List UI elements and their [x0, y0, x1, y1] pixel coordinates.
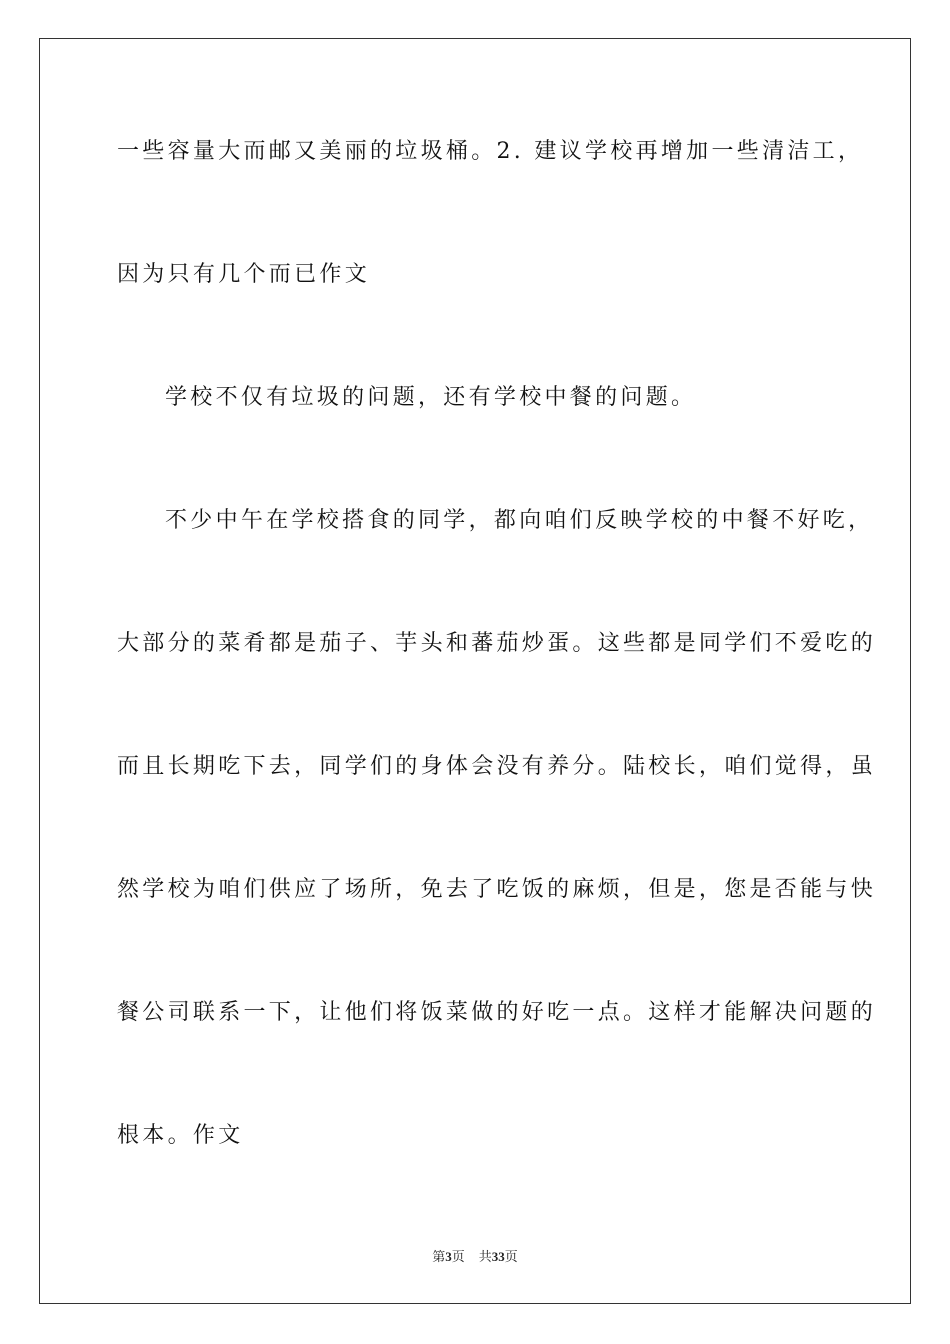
page-total-count: 33: [491, 1249, 505, 1264]
page-footer: [0, 1249, 950, 1266]
body-paragraph-school-lunch: 学校不仅有垃圾的问题，还有学校中餐的问题。: [165, 385, 697, 410]
body-line-5: 大部分的菜肴都是茄子、芋头和蕃茄炒蛋。这些都是同学们不爱吃的: [117, 631, 877, 656]
page-total-prefix: 共: [478, 1250, 492, 1265]
body-line-6: 而且长期吃下去，同学们的身体会没有养分。陆校长，咱们觉得，虽: [117, 754, 877, 779]
body-line-2: 因为只有几个而已作文: [117, 262, 371, 287]
page-number-suffix: 页: [451, 1250, 465, 1265]
page-number-prefix: 第: [432, 1250, 446, 1265]
body-line-1: 一些容量大而邮又美丽的垃圾桶。2. 建议学校再增加一些清洁工，: [117, 139, 864, 164]
body-line-4: 不少中午在学校搭食的同学，都向咱们反映学校的中餐不好吃，: [165, 508, 874, 533]
page-total-suffix: 页: [504, 1250, 518, 1265]
body-line-8: 餐公司联系一下，让他们将饭菜做的好吃一点。这样才能解决问题的: [117, 1000, 877, 1025]
body-line-7: 然学校为咱们供应了场所，免去了吃饭的麻烦，但是，您是否能与快: [117, 877, 877, 902]
page-number-current: 3: [445, 1249, 452, 1264]
page-border: [39, 38, 911, 1304]
body-line-9: 根本。作文: [117, 1123, 244, 1148]
